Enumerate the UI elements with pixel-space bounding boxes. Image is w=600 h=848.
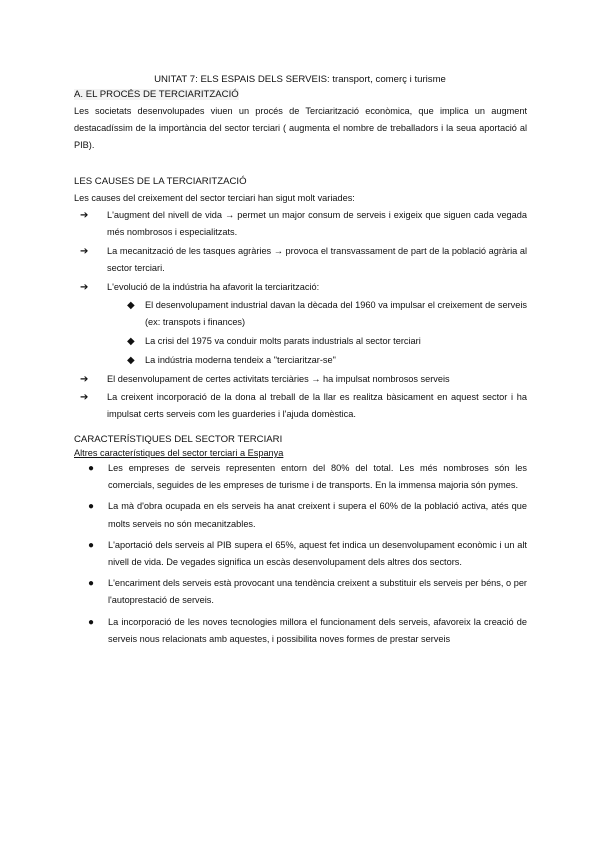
section-a-paragraph: Les societats desenvolupades viuen un procés de Terciarització econòmica, que implica un augment destacadíssim de la importància del sector terciari ( augmenta el nombre de treballadors i la seua aportació al PIB). xyxy=(74,106,527,151)
list-item xyxy=(74,389,527,423)
causes-heading: LES CAUSES DE LA TERCIARITZACIÓ xyxy=(74,176,247,187)
characteristics-subheading: Altres característiques del sector terciari a Espanya xyxy=(74,448,284,458)
section-terciaritzacio xyxy=(74,89,527,155)
sublist-item-text: El desenvolupament industrial davan la dècada del 1960 va impulsar el creixement de serveis (ex: transpots i finances) xyxy=(145,300,527,328)
section-characteristics xyxy=(74,434,527,652)
arrow-bullet-icon: ➔ xyxy=(80,246,89,258)
list-item xyxy=(74,279,527,369)
list-item xyxy=(74,243,527,277)
list-item-text: L'augment del nivell de vida → permet un major consum de serveis i exigeix que siguen cada vegada més nombrosos i especialitzats. xyxy=(107,210,527,238)
causes-intro: Les causes del creixement del sector terciari han sigut molt variades: xyxy=(74,193,355,203)
bullet-icon: ● xyxy=(88,539,95,551)
section-a-heading: A. EL PROCÉS DE TERCIARITZACIÓ xyxy=(74,89,239,100)
sublist-item xyxy=(107,333,527,350)
list-item xyxy=(74,575,527,609)
section-causes xyxy=(74,176,527,425)
list-item-text: Les empreses de serveis representen entorn del 80% del total. Les més nombroses són les comercials, seguides de les empreses de turisme i de transports. En la immensa majoria són pymes. xyxy=(108,463,527,491)
causes-list xyxy=(74,207,527,423)
arrow-bullet-icon: ➔ xyxy=(80,210,89,222)
list-item xyxy=(74,614,527,648)
diamond-bullet-icon: ◆ xyxy=(127,300,135,312)
industry-sublist xyxy=(107,297,527,369)
list-item xyxy=(74,498,527,532)
bullet-icon: ● xyxy=(88,463,95,474)
list-item-text: El desenvolupament de certes activitats terciàries → ha impulsat nombrosos serveis xyxy=(107,373,450,384)
bullet-icon: ● xyxy=(88,578,95,590)
list-item-text: L'encariment dels serveis està provocant una tendència creixent a substituir els serveis per béns, o per l'autoprestació de serveis. xyxy=(108,578,527,606)
arrow-bullet-icon: ➔ xyxy=(80,282,89,294)
list-item-text: La mecanització de les tasques agràries → provoca el transvassament de part de la població agrària al sector terciari. xyxy=(107,246,527,274)
list-item xyxy=(74,207,527,241)
sublist-item xyxy=(107,352,527,369)
list-item-text: La incorporació de les noves tecnologies millora el funcionament dels serveis, afavoreix la creació de serveis nous relacionats amb aquestes, i possibilita noves formes de prestar serveis xyxy=(108,616,527,644)
characteristics-heading: CARACTERÍSTIQUES DEL SECTOR TERCIARI xyxy=(74,434,283,445)
diamond-bullet-icon: ◆ xyxy=(127,354,135,366)
bullet-icon: ● xyxy=(88,501,95,513)
bullet-icon: ● xyxy=(88,616,95,628)
list-item-text: La mà d'obra ocupada en els serveis ha anat creixent i supera el 60% de la població activa, atés que molts serveis no són mecanitzables. xyxy=(108,501,527,529)
list-item-text: L'aportació dels serveis al PIB supera el 65%, aquest fet indica un desenvolupament econòmic i un alt nivell de vida. De vegades significa un escàs desenvolupament dels altres dos sectors. xyxy=(108,539,527,568)
characteristics-list xyxy=(74,460,527,648)
sublist-item-text: La crisi del 1975 va conduir molts parats industrials al sector terciari xyxy=(145,336,421,347)
list-item-text: La creixent incorporació de la dona al treball de la llar es realitza bàsicament en aquest sector i ha impulsat certs serveis com les guarderies i l'ajuda domèstica. xyxy=(107,392,527,420)
list-item xyxy=(74,460,527,494)
sublist-item-text: La indústria moderna tendeix a "terciaritzar-se" xyxy=(145,354,336,365)
sublist-item xyxy=(107,297,527,331)
diamond-bullet-icon: ◆ xyxy=(127,336,135,348)
arrow-bullet-icon: ➔ xyxy=(80,373,89,385)
arrow-bullet-icon: ➔ xyxy=(80,392,89,404)
list-item xyxy=(74,537,527,571)
document-title: UNITAT 7: ELS ESPAIS DELS SERVEIS: transport, comerç i turisme xyxy=(154,74,446,85)
list-item-text: L'evolució de la indústria ha afavorit la terciarització: xyxy=(107,282,320,293)
list-item xyxy=(74,371,527,388)
